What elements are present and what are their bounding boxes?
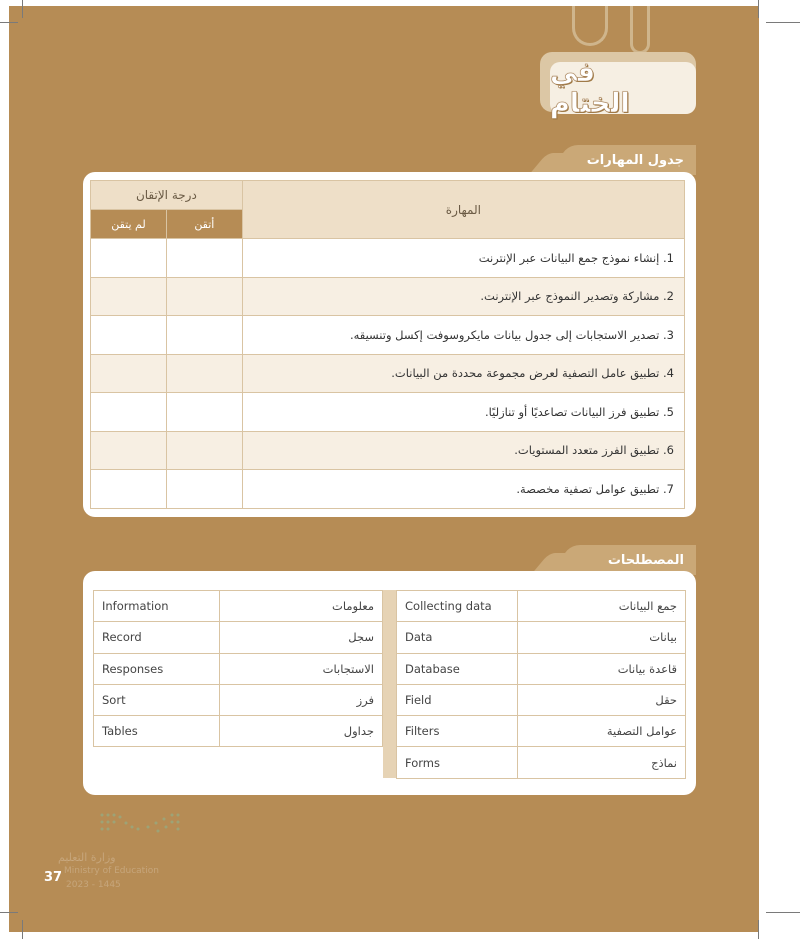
skill-text: 7. تطبيق عوامل تصفية مخصصة. [242,470,684,509]
not-mastered-cell [91,316,167,355]
skills-section-title: جدول المهارات [586,152,684,168]
table-row [94,653,383,684]
table-row [397,747,686,778]
term-english: Filters [397,716,518,747]
mastered-cell [166,393,242,432]
not-mastered-cell [91,239,167,278]
crop-mark [22,920,23,939]
mastered-cell [166,431,242,470]
mastered-cell [166,277,242,316]
crop-mark [758,0,759,18]
not-mastered-column-header: لم يتقن [91,210,167,239]
term-arabic: عوامل التصفية [518,716,686,747]
term-english: Field [397,684,518,715]
skill-text: 5. تطبيق فرز البيانات تصاعديًا أو تنازليًا. [242,393,684,432]
not-mastered-cell [91,277,167,316]
mastery-column-header: درجة الإتقان [91,181,243,210]
term-english: Sort [94,684,220,715]
cable-decoration [630,6,650,54]
mastered-cell [166,354,242,393]
table-row [94,591,383,622]
watermark-year: 2023 - 1445 [66,880,121,890]
table-row [91,354,685,393]
term-english: Responses [94,653,220,684]
mastered-cell [166,239,242,278]
terms-table-left [93,590,383,747]
term-arabic: الاستجابات [220,653,383,684]
skills-table [90,180,685,509]
mastered-cell [166,470,242,509]
table-row [94,716,383,747]
watermark-english: Ministry of Education [64,866,159,876]
table-row [397,684,686,715]
crop-mark [0,22,18,23]
term-english: Database [397,653,518,684]
skill-column-header: المهارة [242,181,684,239]
table-row [397,653,686,684]
skill-text: 6. تطبيق الفرز متعدد المستويات. [242,431,684,470]
table-row [91,239,685,278]
terms-table-right [396,590,686,779]
term-arabic: قاعدة بيانات [518,653,686,684]
table-row [94,684,383,715]
term-arabic: نماذج [518,747,686,778]
term-english: Forms [397,747,518,778]
watermark-arabic: وزارة التعليم [58,851,116,864]
not-mastered-cell [91,431,167,470]
table-row [91,316,685,355]
terms-divider [383,590,396,778]
term-arabic: جمع البيانات [518,591,686,622]
term-english: Information [94,591,220,622]
table-row [397,622,686,653]
term-arabic: جداول [220,716,383,747]
table-row [397,716,686,747]
not-mastered-cell [91,354,167,393]
table-row [91,431,685,470]
crop-mark [758,920,759,939]
term-arabic: حقل [518,684,686,715]
not-mastered-cell [91,470,167,509]
mastered-cell [166,316,242,355]
skill-text: 2. مشاركة وتصدير النموذج عبر الإنترنت. [242,277,684,316]
crop-mark [22,0,23,18]
table-row [94,622,383,653]
table-row [91,470,685,509]
term-english: Data [397,622,518,653]
table-row [91,393,685,432]
skill-text: 1. إنشاء نموذج جمع البيانات عبر الإنترنت [242,239,684,278]
term-arabic: بيانات [518,622,686,653]
table-row [91,277,685,316]
cable-decoration [572,6,608,46]
title-box [550,57,696,119]
table-row [397,591,686,622]
skill-text: 4. تطبيق عامل التصفية لعرض مجموعة محددة من البيانات. [242,354,684,393]
term-arabic: سجل [220,622,383,653]
crop-mark [766,22,800,23]
skill-text: 3. تصدير الاستجابات إلى جدول بيانات مايكروسوفت إكسل وتنسيقه. [242,316,684,355]
term-english: Tables [94,716,220,747]
crop-mark [766,912,800,913]
crop-mark [0,912,18,913]
term-english: Record [94,622,220,653]
skills-section-tab [560,145,696,175]
not-mastered-cell [91,393,167,432]
term-english: Collecting data [397,591,518,622]
page-title: في الختام [550,57,630,119]
terms-section-title: المصطلحات [607,552,684,568]
ministry-logo-dots [98,811,186,835]
page-number: 37 [44,870,63,885]
mastered-column-header: أتقن [166,210,242,239]
term-arabic: معلومات [220,591,383,622]
term-arabic: فرز [220,684,383,715]
